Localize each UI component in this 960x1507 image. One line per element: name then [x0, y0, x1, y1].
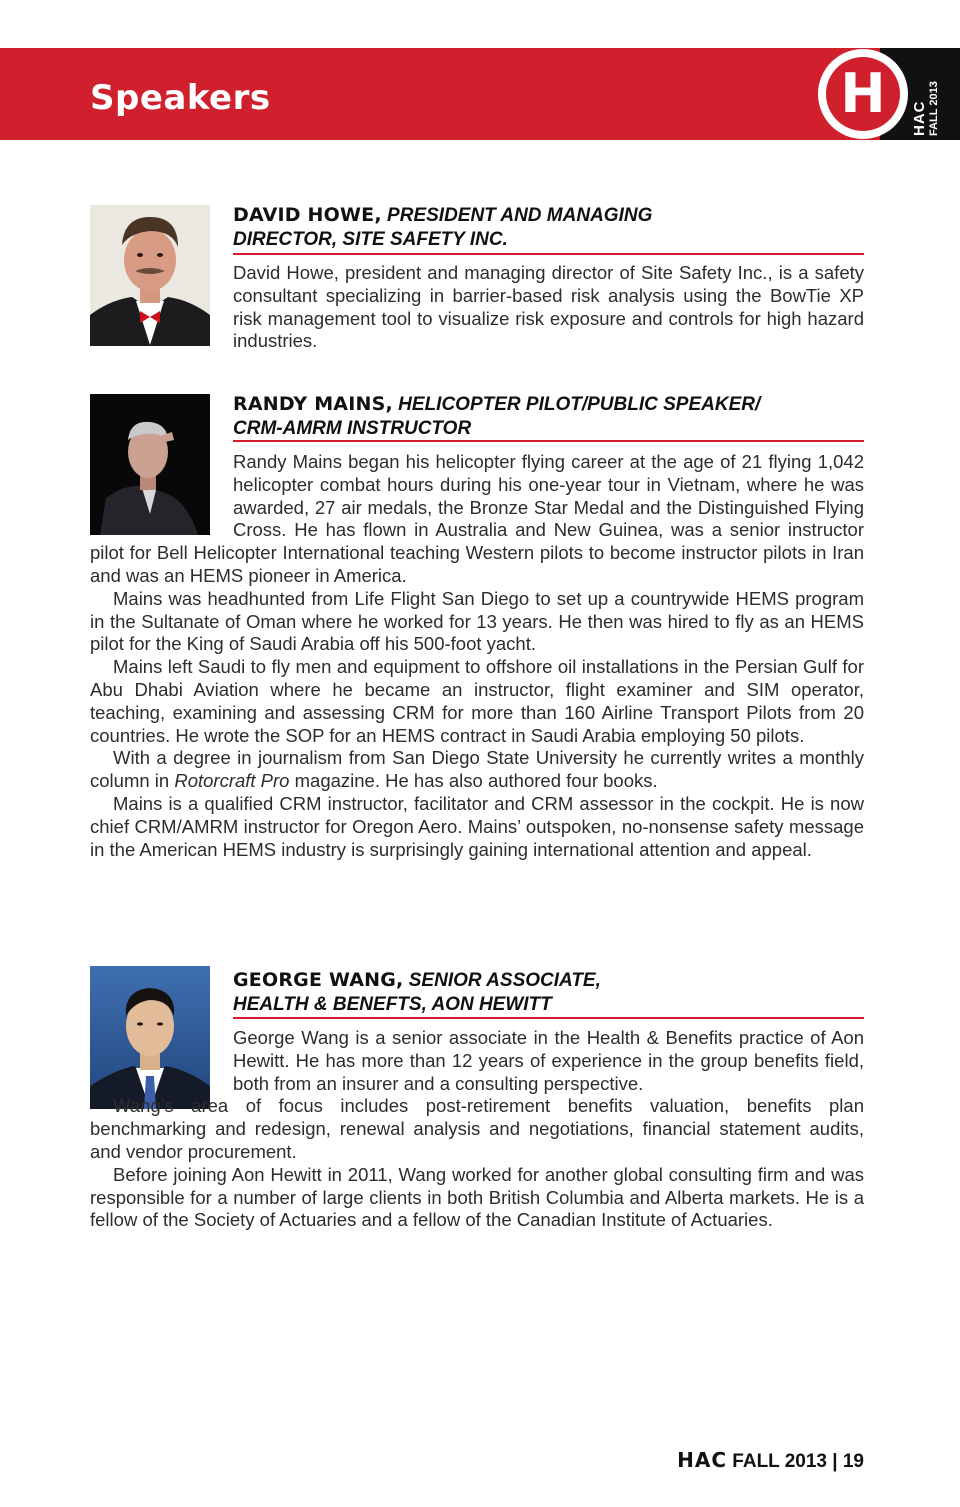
badge-issue-label — [912, 48, 941, 136]
publication-title: Rotorcraft Pro — [174, 770, 290, 792]
speaker-name: GEORGE WANG, — [233, 969, 404, 991]
heading-rule — [233, 1017, 864, 1019]
bio-paragraph: Wang’s area of focus includes post-retirement benefits valuation, benefits plan benchmarking and redesign, renewal analysis and negotiations, financial statement audits, and vendor procurement. — [90, 1095, 864, 1162]
footer-brand: HAC — [677, 1448, 728, 1472]
speaker-title-line2: DIRECTOR, SITE SAFETY INC. — [233, 229, 508, 250]
speaker-heading-david-howe — [233, 203, 864, 252]
bio-paragraph: Before joining Aon Hewitt in 2011, Wang worked for another global consulting firm and was responsible for a number of large clients in both British Columbia and Alberta markets. He is a fellow of the Society of Actuaries and a fellow of the Canadian Institute of Actuaries. — [90, 1163, 864, 1231]
page-footer — [677, 1448, 864, 1473]
heading-rule — [233, 440, 864, 442]
speaker-title-line2: CRM-AMRM INSTRUCTOR — [233, 418, 472, 439]
bio-text: magazine. He has also authored four books. — [289, 770, 658, 792]
bio-paragraph: George Wang is a senior associate in the Health & Benefits practice of Aon Hewitt. He has more than 12 years of experience in the group benefits field, both from an insurer and a consulting perspective. — [233, 1027, 864, 1094]
speaker-title-line1: SENIOR ASSOCIATE, — [408, 970, 601, 991]
speaker-heading-randy-mains — [233, 392, 864, 441]
speaker-name: DAVID HOWE, — [233, 204, 382, 226]
bio-paragraph: Mains was headhunted from Life Flight San Diego to set up a countrywide HEMS program in the Sultanate of Oman where he worked for 13 years. He then was hired to fly as an HEMS pilot for the King of Saudi Arabia off his 500-foot yacht. — [90, 587, 864, 655]
bio-paragraph: Mains left Saudi to fly men and equipment to offshore oil installations in the Persian Gulf for Abu Dhabi Aviation where he became an instructor, flight examiner and SIM operator, teaching, examining and assessing CRM for more than 160 Airline Transport Pilots from 20 countries. He wrote the SOP for an HEMS contract in Saudi Arabia employing 50 pilots. — [90, 656, 864, 746]
bio-paragraph — [90, 747, 864, 793]
speaker-title-line1: PRESIDENT AND MANAGING — [387, 205, 653, 226]
bio-paragraph: David Howe, president and managing director of Site Safety Inc., is a safety consultant specializing in barrier-based risk analysis using the BowTie XP risk management tool to visualize risk exposure and controls for high hazard industries. — [233, 262, 864, 352]
bio-text: With a degree in journalism from San Diego State University he currently writes a monthly column in — [90, 747, 864, 792]
hac-logo-letter: H — [826, 57, 900, 131]
bio-paragraph: Randy Mains began his helicopter flying career at the age of 21 flying 1,042 helicopter combat hours during his one-year tour in Vietnam, where he was awarded, 27 air medals, the Bronze Star Medal and the Distinguished Flying Cross. He has flown in Australia and New Guinea, was a senior instructor pilot for Bell Helicopter International teaching Western pilots to become instructor pilots in Iran and was an HEMS pioneer in America. — [90, 451, 864, 586]
speaker-bio-george-wang — [90, 1027, 864, 1232]
photo-spacer — [90, 1027, 233, 1095]
speaker-bio-david-howe — [90, 262, 864, 354]
speaker-name: RANDY MAINS, — [233, 393, 393, 415]
photo-spacer — [90, 451, 233, 542]
badge-brand: HAC — [911, 100, 928, 136]
page-title: Speakers — [90, 78, 271, 118]
photo-spacer — [90, 262, 233, 354]
bio-paragraph: Mains is a qualified CRM instructor, facilitator and CRM assessor in the cockpit. He is now chief CRM/AMRM instructor for Oregon Aero. Mains’ outspoken, no-nonsense safety message in the American HEMS industry is surprisingly gaining international attention and appeal. — [90, 792, 864, 860]
footer-issue-page: FALL 2013 | 19 — [732, 1451, 864, 1472]
speaker-heading-george-wang — [233, 968, 864, 1017]
badge-issue: FALL 2013 — [928, 81, 940, 136]
speaker-bio-randy-mains — [90, 451, 864, 861]
speaker-title-line1: HELICOPTER PILOT/PUBLIC SPEAKER/ — [398, 394, 761, 415]
heading-rule — [233, 253, 864, 255]
speaker-title-line2: HEALTH & BENEFTS, AON HEWITT — [233, 994, 552, 1015]
